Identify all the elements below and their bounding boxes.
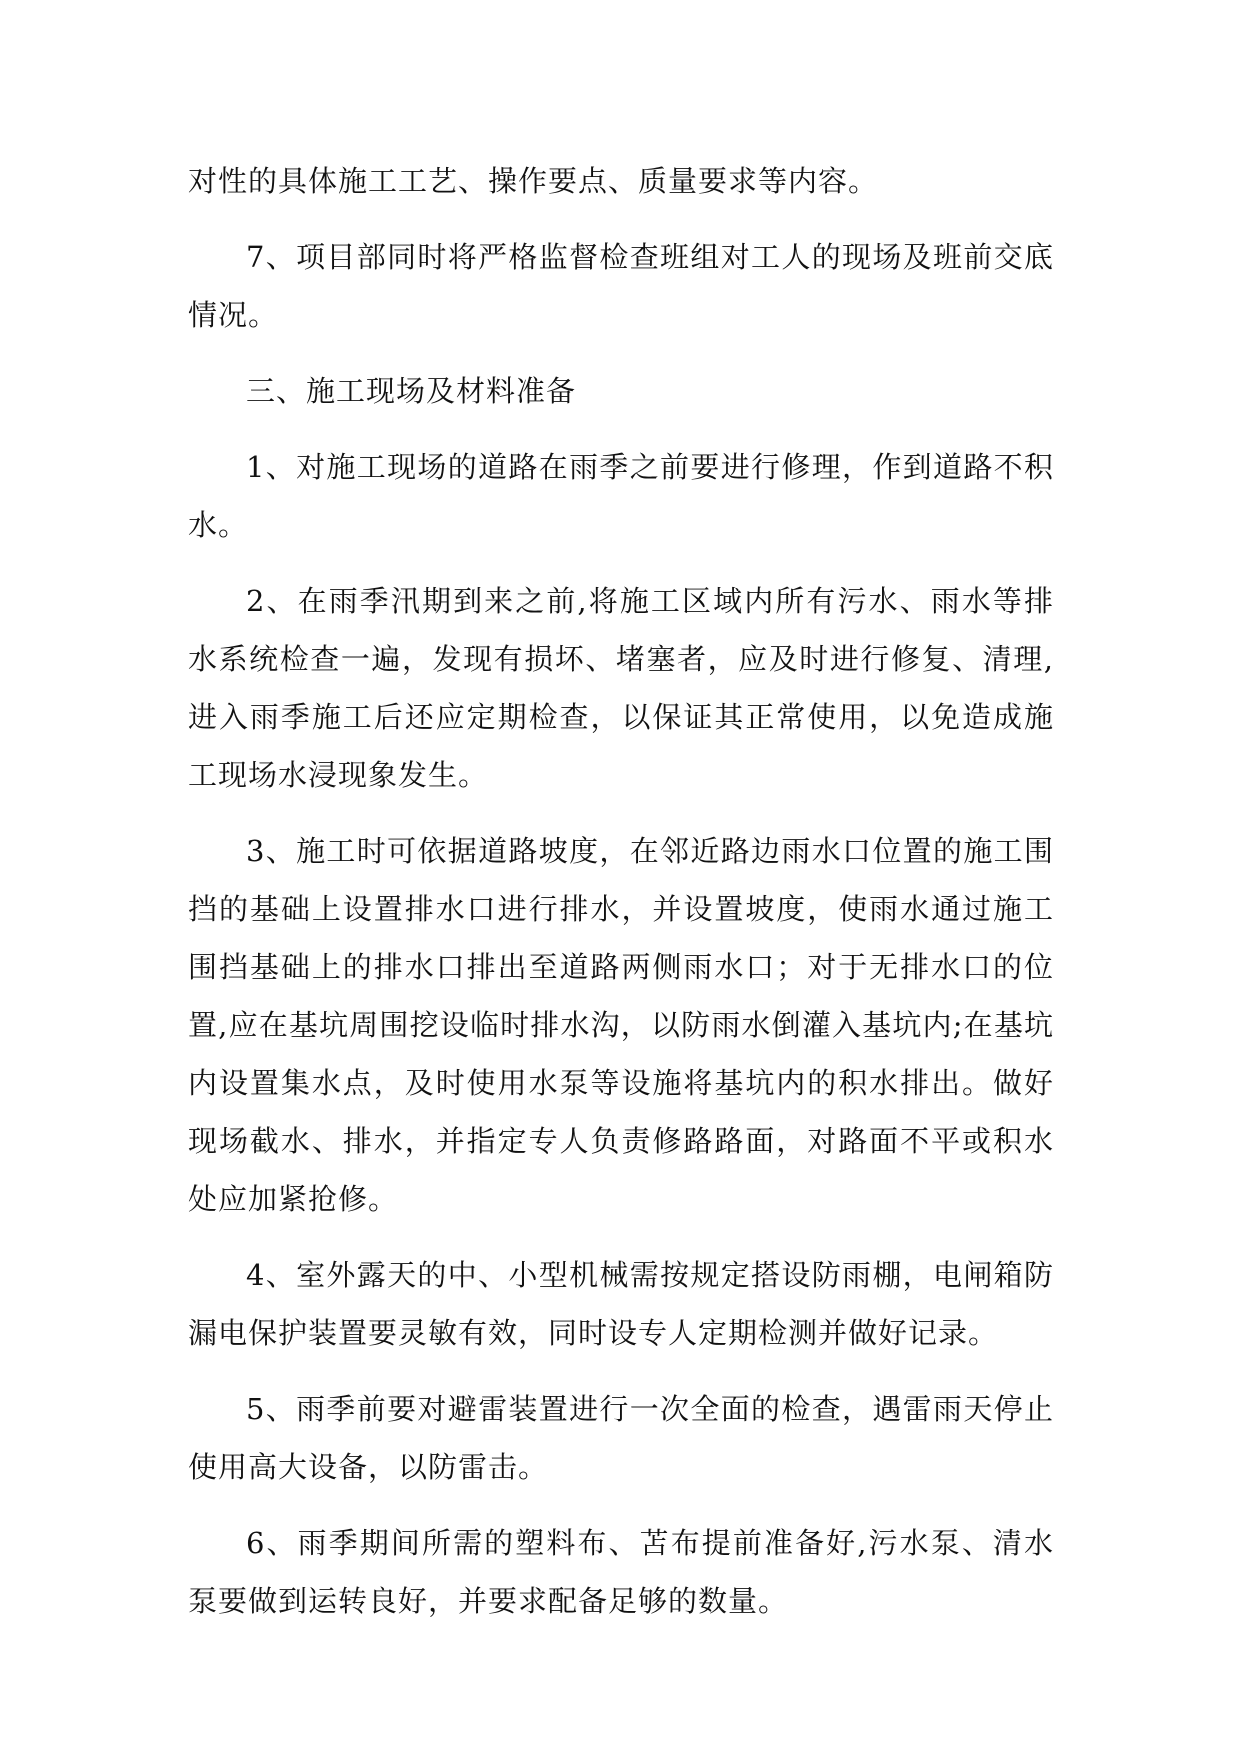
paragraph-item-1: 1、对施工现场的道路在雨季之前要进行修理，作到道路不积水。 [188,450,1054,542]
paragraph-continuation: 对性的具体施工工艺、操作要点、质量要求等内容。 [188,164,879,198]
paragraph-item-6: 6、雨季期间所需的塑料布、苫布提前准备好,污水泵、清水泵要做到运转良好，并要求配备足够的数量。 [188,1526,1054,1618]
section-heading-3: 三、施工现场及材料准备 [246,374,577,408]
paragraph-item-5: 5、雨季前要对避雷装置进行一次全面的检查，遇雷雨天停止使用高大设备，以防雷击。 [188,1392,1054,1484]
document-body [188,152,1054,1648]
paragraph-item-2: 2、在雨季汛期到来之前,将施工区域内所有污水、雨水等排水系统检查一遍，发现有损坏、堵塞者，应及时进行修复、清理,进入雨季施工后还应定期检查，以保证其正常使用，以免造成施工现场水浸现象发生。 [188,584,1054,792]
paragraph-item-7: 7、项目部同时将严格监督检查班组对工人的现场及班前交底情况。 [188,240,1054,332]
paragraph-item-4: 4、室外露天的中、小型机械需按规定搭设防雨棚，电闸箱防漏电保护装置要灵敏有效，同时设专人定期检测并做好记录。 [188,1258,1054,1350]
paragraph-item-3: 3、施工时可依据道路坡度，在邻近路边雨水口位置的施工围挡的基础上设置排水口进行排水，并设置坡度，使雨水通过施工围挡基础上的排水口排出至道路两侧雨水口；对于无排水口的位置,应在基坑周围挖设临时排水沟，以防雨水倒灌入基坑内;在基坑内设置集水点，及时使用水泵等设施将基坑内的积水排出。做好现场截水、排水，并指定专人负责修路路面，对路面不平或积水处应加紧抢修。 [188,834,1054,1216]
